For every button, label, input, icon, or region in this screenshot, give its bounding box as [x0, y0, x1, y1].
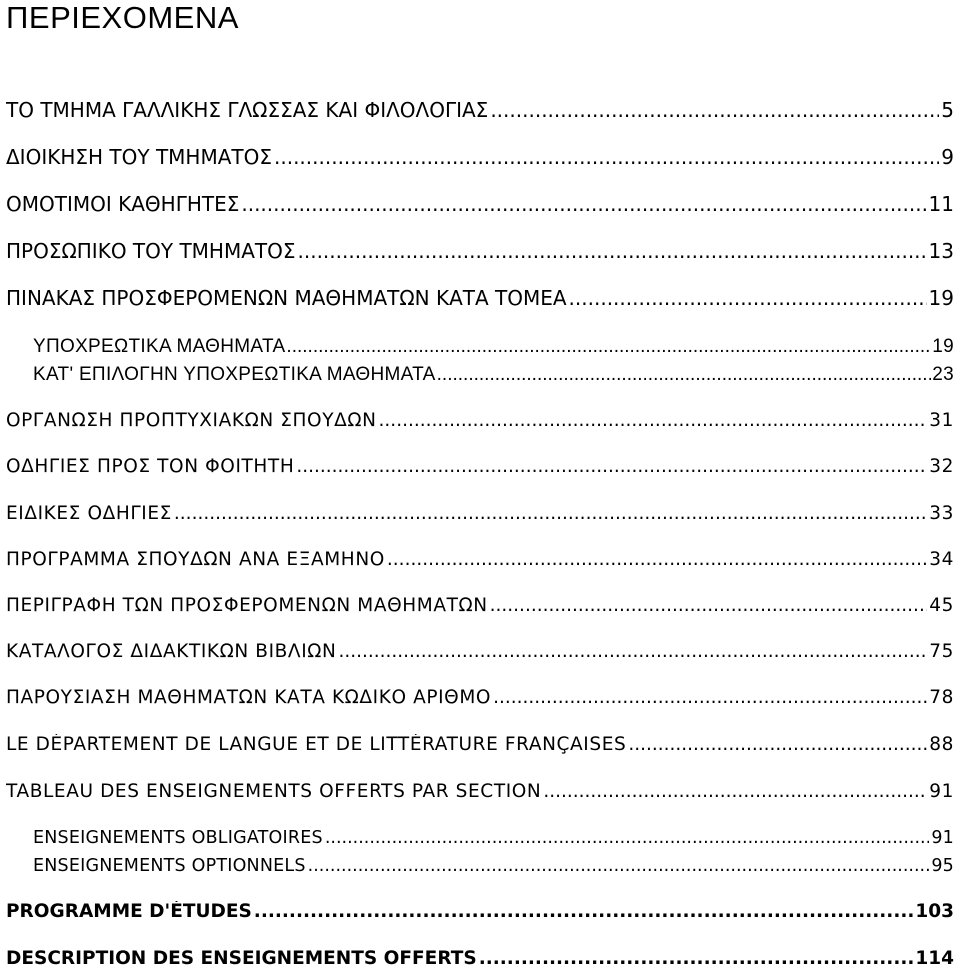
toc-entry-page: 23	[932, 364, 954, 385]
toc-entry-label: ENSEIGNEMENTS OBLIGATOIRES	[33, 828, 323, 848]
toc-entry-label: ΟΔΗΓΙΕΣ ΠΡΟΣ ΤΟΝ ΦΟΙΤΗΤΗ	[6, 456, 295, 477]
toc-entry-page: 33	[929, 503, 954, 524]
page-title: ΠΕΡΙΕΧΟΜΕΝΑ	[6, 0, 239, 35]
dot-leader	[174, 503, 927, 524]
dot-leader	[286, 336, 931, 358]
toc-entry[interactable]	[6, 192, 954, 216]
dot-leader	[569, 286, 927, 310]
dot-leader	[296, 456, 927, 477]
toc-entry[interactable]	[6, 734, 954, 755]
dot-leader	[387, 549, 927, 570]
toc-subentry[interactable]	[33, 856, 954, 876]
dot-leader	[274, 145, 939, 169]
toc-subentry[interactable]	[33, 364, 954, 386]
dot-leader	[479, 948, 914, 969]
toc-entry-page: 31	[929, 410, 954, 431]
dot-leader	[490, 98, 939, 122]
toc-entry-page: 9	[941, 145, 954, 169]
toc-entry-label: TABLEAU DES ENSEIGNEMENTS OFFERTS PAR SECTION	[6, 781, 542, 802]
toc-entry-page: 103	[915, 901, 954, 922]
toc-entry-page: 91	[931, 828, 954, 848]
toc-entry-label: ΟΜΟΤΙΜΟΙ ΚΑΘΗΓΗΤΕΣ	[6, 192, 240, 216]
dot-leader	[308, 856, 930, 876]
toc-entry-label: PROGRAMME D'ÉTUDES	[6, 901, 252, 922]
toc-entry-label: ΠΕΡΙΓΡΑΦΗ ΤΩΝ ΠΡΟΣΦΕΡΟΜΕΝΩΝ ΜΑΘΗΜΑΤΩΝ	[6, 595, 488, 616]
toc-entry-page: 91	[929, 781, 954, 802]
toc-entry-label: ΥΠΟΧΡΕΩΤΙΚΑ ΜΑΘΗΜΑΤΑ	[33, 336, 286, 357]
toc-entry[interactable]	[6, 549, 954, 570]
toc-entry-page: 88	[929, 734, 954, 755]
toc-entry-page: 95	[931, 856, 954, 876]
toc-entry-label: ΠΡΟΓΡΑΜΜΑ ΣΠΟΥΔΩΝ ΑΝΑ ΕΞΑΜΗΝΟ	[6, 549, 385, 570]
dot-leader	[543, 781, 927, 802]
toc-entry-page: 5	[941, 98, 954, 122]
toc-entry-page: 45	[929, 595, 954, 616]
toc-entry[interactable]	[6, 456, 954, 477]
toc-entry-page: 75	[929, 641, 954, 662]
toc-entry[interactable]	[6, 503, 954, 524]
dot-leader	[628, 734, 927, 755]
toc-entry-label: ΠΑΡΟΥΣΙΑΣΗ ΜΑΘΗΜΑΤΩΝ ΚΑΤΑ ΚΩΔΙΚΟ ΑΡΙΘΜΟ	[6, 687, 492, 708]
toc-entry[interactable]	[6, 687, 954, 708]
toc-entry-page: 32	[929, 456, 954, 477]
toc-entry[interactable]	[6, 948, 954, 969]
toc-entry-label: ΤΟ ΤΜΗΜΑ ΓΑΛΛΙΚΗΣ ΓΛΩΣΣΑΣ ΚΑΙ ΦΙΛΟΛΟΓΙΑΣ	[6, 98, 489, 122]
dot-leader	[493, 687, 927, 708]
toc-subentry[interactable]	[33, 336, 954, 358]
toc-entry[interactable]	[6, 98, 954, 122]
toc-entry-page: 114	[915, 948, 954, 969]
toc-entry-label: DESCRIPTION DES ENSEIGNEMENTS OFFERTS	[6, 948, 477, 969]
dot-leader	[241, 192, 926, 216]
toc-entry[interactable]	[6, 781, 954, 802]
toc-entry-page: 19	[928, 286, 954, 310]
toc-entry[interactable]	[6, 145, 954, 169]
toc-entry-label: ΚΑΤ' ΕΠΙΛΟΓΗΝ ΥΠΟΧΡΕΩΤΙΚΑ ΜΑΘΗΜΑΤΑ	[33, 364, 436, 385]
dot-leader	[379, 410, 928, 431]
toc-entry-label: ΔΙΟΙΚΗΣΗ ΤΟΥ ΤΜΗΜΑΤΟΣ	[6, 145, 272, 169]
toc-entry[interactable]	[6, 595, 954, 616]
toc-entry-label: LE DÉPARTEMENT DE LANGUE ET DE LITTÉRATURE FRANÇAISES	[6, 734, 627, 755]
toc-entry[interactable]	[6, 286, 954, 310]
toc-entry-page: 11	[928, 192, 954, 216]
toc-entry-label: ΕΙΔΙΚΕΣ ΟΔΗΓΙΕΣ	[6, 503, 172, 524]
toc-entry-page: 78	[929, 687, 954, 708]
toc-entry-label: ΠΡΟΣΩΠΙΚΟ ΤΟΥ ΤΜΗΜΑΤΟΣ	[6, 239, 296, 263]
toc-entry-label: ΠΙΝΑΚΑΣ ΠΡΟΣΦΕΡΟΜΕΝΩΝ ΜΑΘΗΜΑΤΩΝ ΚΑΤΑ ΤΟΜΕΑ	[6, 286, 567, 310]
dot-leader	[298, 239, 927, 263]
toc-entry[interactable]	[6, 239, 954, 263]
toc-entry-page: 13	[928, 239, 954, 263]
dot-leader	[325, 828, 930, 848]
toc-entry[interactable]	[6, 901, 954, 922]
toc-entry-label: ENSEIGNEMENTS OPTIONNELS	[33, 856, 306, 876]
toc-entry-page: 34	[929, 549, 954, 570]
dot-leader	[254, 901, 914, 922]
dot-leader	[490, 595, 928, 616]
dot-leader	[338, 641, 927, 662]
toc-subentry[interactable]	[33, 828, 954, 848]
toc-entry[interactable]	[6, 410, 954, 431]
toc-entry-page: 19	[932, 336, 954, 357]
toc-entry-label: ΚΑΤΑΛΟΓΟΣ ΔΙΔΑΚΤΙΚΩΝ ΒΙΒΛΙΩΝ	[6, 641, 337, 662]
toc-entry[interactable]	[6, 641, 954, 662]
dot-leader	[437, 364, 932, 386]
toc-entry-label: ΟΡΓΑΝΩΣΗ ΠΡΟΠΤΥΧΙΑΚΩΝ ΣΠΟΥΔΩΝ	[6, 410, 377, 431]
